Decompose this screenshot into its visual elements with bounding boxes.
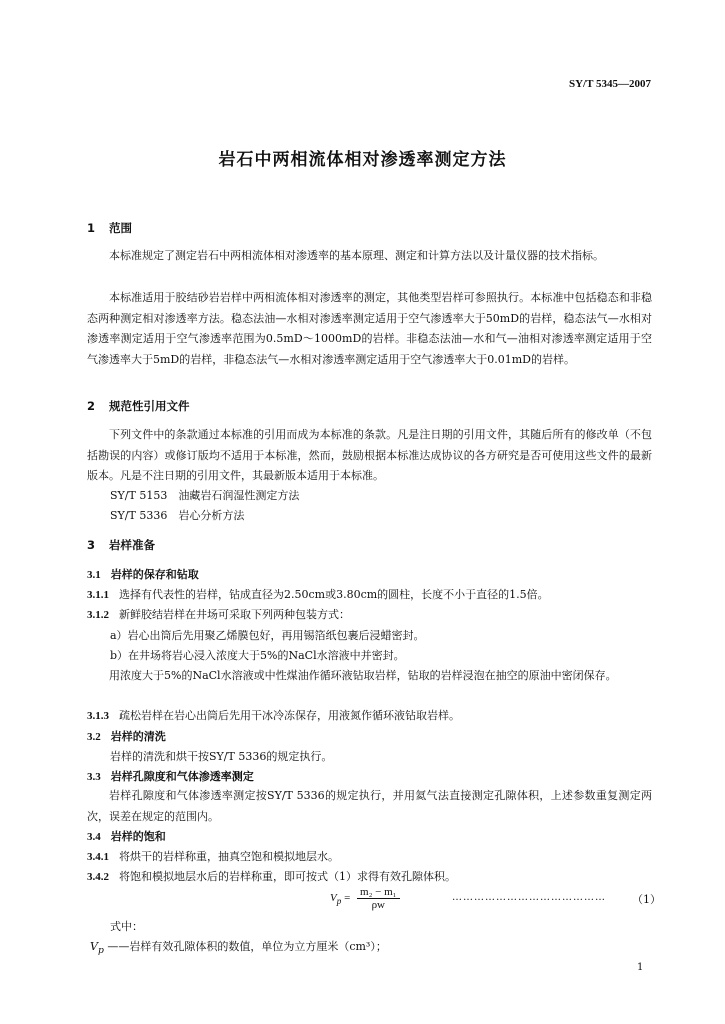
clause-title: 岩样的清洗 [110, 730, 166, 743]
denominator: ρw [371, 899, 385, 911]
section-title: 岩样准备 [109, 538, 155, 552]
section-number: 1 [87, 221, 96, 235]
subsection-3-3-text: 岩样孔隙度和气体渗透率测定按SY/T 5336的规定执行，并用氦气法直接测定孔隙体积，上述参数重复测定两次，误差在规定的范围内。 [87, 789, 652, 823]
clause-3-1-3 [87, 707, 460, 723]
subsection-3-2-text: 岩样的清洗和烘干按SY/T 5336的规定执行。 [110, 750, 333, 763]
clause-3-1-2 [87, 606, 350, 622]
clause-3-4-2 [87, 868, 456, 884]
section-title: 范围 [109, 221, 132, 235]
where-intro: 式中： [110, 920, 143, 933]
clause-text: 新鲜胶结岩样在井场可采取下列两种包装方式： [119, 608, 350, 621]
clause-number: 3.1.2 [87, 609, 109, 621]
clause-title: 岩样孔隙度和气体渗透率测定 [110, 770, 254, 783]
equals-sign: = [344, 892, 351, 905]
formula-symbol: V [330, 892, 337, 905]
clause-number: 3.1 [87, 569, 101, 581]
page-number: 1 [637, 962, 644, 973]
section-1-paragraph-1: 本标准规定了测定岩石中两相流体相对渗透率的基本原理、测定和计算方法以及计量仪器的技术指标。 [109, 249, 604, 262]
variable-description: ——岩样有效孔隙体积的数值，单位为立方厘米（cm³）； [107, 940, 387, 953]
section-number: 2 [87, 399, 96, 413]
formula-subscript: p [336, 896, 342, 907]
reference-item: SY/T 5336 岩心分析方法 [110, 509, 245, 522]
section-3-heading [87, 537, 155, 553]
fraction [357, 886, 400, 911]
subsection-3-3 [87, 768, 254, 784]
variable-subscript: p [97, 945, 104, 957]
leader-dots: …………………………………… [452, 892, 606, 903]
clause-3-1-1 [87, 586, 549, 602]
numerator: m₂ − m₁ [357, 886, 400, 899]
clause-number: 3.1.1 [87, 589, 109, 601]
section-2-heading [87, 398, 190, 414]
clause-number: 3.2 [87, 731, 101, 743]
section-1-paragraph-2: 本标准适用于胶结砂岩岩样中两相流体相对渗透率的测定，其他类型岩样可参照执行。本标准中包括稳态和非稳态两种测定相对渗透率方法。稳态法油—水相对渗透率测定适用于空气渗透率大于50mD的岩样，稳态法气—水相对渗透率测定适用于空气渗透率范围为0.5mD～1000mD的岩样。非稳态法油—水和气—油相对渗透率测定适用于空气渗透率大于5mD的岩样，非稳态法气—水相对渗透率测定适用于空气渗透率大于0.01mD的岩样。 [87, 291, 652, 366]
section-1-heading [87, 220, 132, 236]
section-number: 3 [87, 538, 96, 552]
clause-number: 3.4.2 [87, 871, 109, 883]
clause-number: 3.4 [87, 831, 101, 843]
equation-number: （1） [632, 893, 661, 906]
clause-number: 3.3 [87, 771, 101, 783]
variable-definition [90, 938, 387, 956]
document-title: 岩石中两相流体相对渗透率测定方法 [218, 150, 507, 170]
formula-1 [330, 886, 400, 911]
variable-symbol: V [90, 940, 98, 953]
standard-number: SY/T 5345—2007 [568, 78, 651, 90]
section-title: 规范性引用文件 [109, 399, 190, 413]
list-item-b: b）在井场将岩心浸入浓度大于5%的NaCl水溶液中并密封。 [110, 649, 405, 662]
clause-text: 将饱和模拟地层水后的岩样称重，即可按式（1）求得有效孔隙体积。 [119, 870, 456, 883]
clause-text: 将烘干的岩样称重，抽真空饱和模拟地层水。 [119, 850, 339, 863]
reference-item: SY/T 5153 油藏岩石润湿性测定方法 [110, 489, 300, 502]
clause-3-1-2-paragraph: 用浓度大于5%的NaCl水溶液或中性煤油作循环液钻取岩样，钻取的岩样浸泡在抽空的原油中密闭保存。 [109, 669, 617, 682]
clause-title: 岩样的饱和 [110, 830, 166, 843]
clause-text: 疏松岩样在岩心出筒后先用干冰冷冻保存，用液氮作循环液钻取岩样。 [119, 709, 460, 722]
section-2-paragraph: 下列文件中的条款通过本标准的引用而成为本标准的条款。凡是注日期的引用文件，其随后所有的修改单（不包括勘误的内容）或修订版均不适用于本标准，然而，鼓励根据本标准达成协议的各方研究是否可使用这些文件的最新版本。凡是不注日期的引用文件，其最新版本适用于本标准。 [87, 428, 652, 483]
subsection-3-1 [87, 566, 199, 582]
clause-number: 3.4.1 [87, 851, 109, 863]
subsection-3-4 [87, 828, 166, 844]
list-item-a: a）岩心出筒后先用聚乙烯膜包好，再用锡箔纸包裹后浸蜡密封。 [110, 629, 425, 642]
clause-text: 选择有代表性的岩样，钻成直径为2.50cm或3.80cm的圆柱，长度不小于直径的1.5倍。 [119, 588, 549, 601]
subsection-3-2 [87, 728, 166, 744]
clause-title: 岩样的保存和钻取 [110, 568, 199, 581]
clause-number: 3.1.3 [87, 710, 109, 722]
clause-3-4-1 [87, 848, 339, 864]
